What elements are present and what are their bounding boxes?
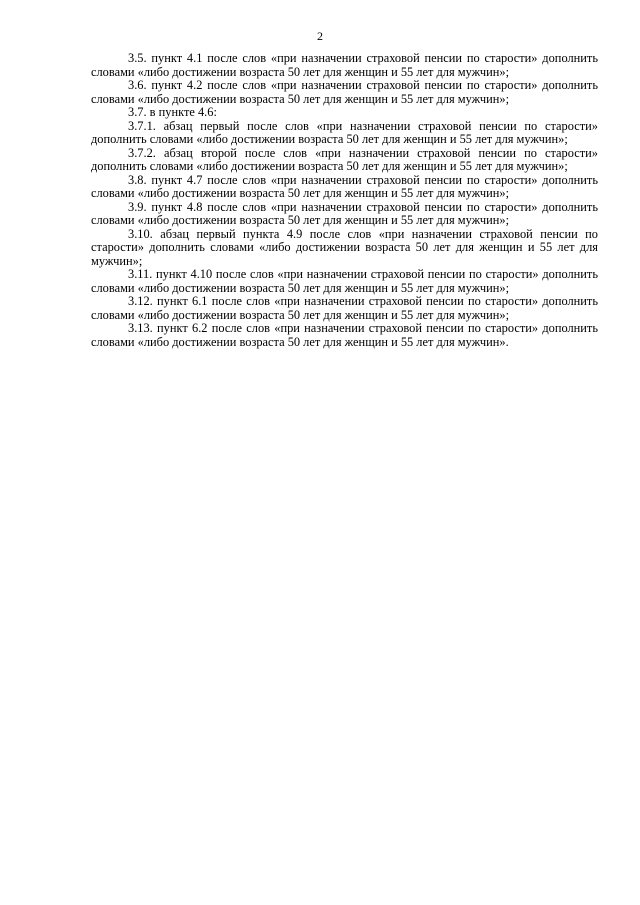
paragraph-3-10: 3.10. абзац первый пункта 4.9 после слов «при назначении страховой пенсии по старости» дополнить словами «либо достижении возраста 50 лет для женщин и 55 лет для мужчин»; xyxy=(91,226,598,268)
paragraph-3-12: 3.12. пункт 6.1 после слов «при назначении страховой пенсии по старости» дополнить словами «либо достижении возраста 50 лет для женщин и 55 лет для мужчин»; xyxy=(91,294,598,322)
paragraph-3-5: 3.5. пункт 4.1 после слов «при назначении страховой пенсии по старости» дополнить словами «либо достижении возраста 50 лет для женщин и 55 лет для мужчин»; xyxy=(91,51,598,79)
page-number: 2 xyxy=(317,29,323,43)
paragraph-3-7-1: 3.7.1. абзац первый после слов «при назначении страховой пенсии по старости» дополнить словами «либо достижении возраста 50 лет для женщин и 55 лет для мужчин»; xyxy=(91,118,598,146)
paragraph-3-7: 3.7. в пункте 4.6: xyxy=(128,105,217,119)
document-body xyxy=(91,52,598,349)
paragraph-3-9: 3.9. пункт 4.8 после слов «при назначении страховой пенсии по старости» дополнить словами «либо достижении возраста 50 лет для женщин и 55 лет для мужчин»; xyxy=(91,199,598,227)
paragraph-3-6: 3.6. пункт 4.2 после слов «при назначении страховой пенсии по старости» дополнить словами «либо достижении возраста 50 лет для женщин и 55 лет для мужчин»; xyxy=(91,78,598,106)
paragraph-3-13: 3.13. пункт 6.2 после слов «при назначении страховой пенсии по старости» дополнить словами «либо достижении возраста 50 лет для женщин и 55 лет для мужчин». xyxy=(91,321,598,349)
paragraph-3-7-2: 3.7.2. абзац второй после слов «при назначении страховой пенсии по старости» дополнить словами «либо достижении возраста 50 лет для женщин и 55 лет для мужчин»; xyxy=(91,145,598,173)
paragraph-3-11: 3.11. пункт 4.10 после слов «при назначении страховой пенсии по старости» дополнить словами «либо достижении возраста 50 лет для женщин и 55 лет для мужчин»; xyxy=(91,267,598,295)
paragraph-3-8: 3.8. пункт 4.7 после слов «при назначении страховой пенсии по старости» дополнить словами «либо достижении возраста 50 лет для женщин и 55 лет для мужчин»; xyxy=(91,172,598,200)
